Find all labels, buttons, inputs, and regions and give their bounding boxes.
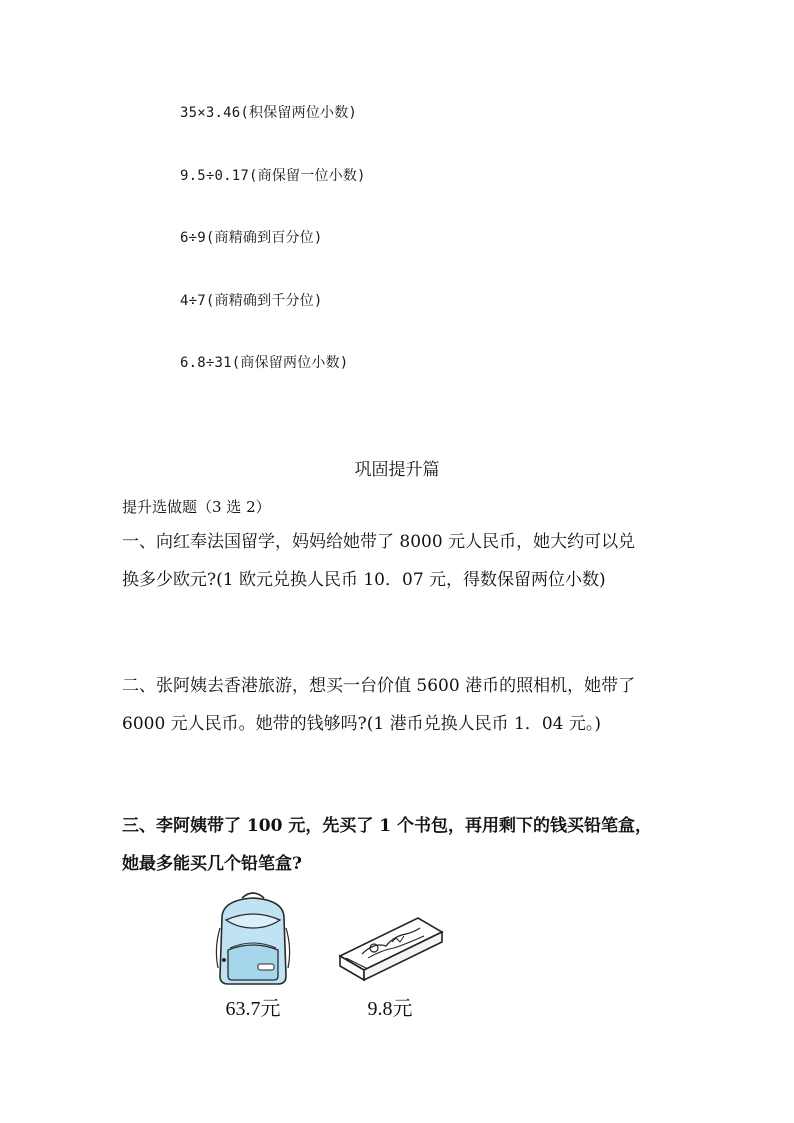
problem-1 xyxy=(122,523,682,599)
calc-line-4: 4÷7(商精确到千分位) xyxy=(180,293,323,309)
calc-line-2: 9.5÷0.17(商保留一位小数) xyxy=(180,168,366,184)
pencil-box-icon xyxy=(334,912,446,984)
pencil-box-image xyxy=(334,912,446,984)
problem-3-line-1: 三、李阿姨带了 100 元，先买了 1 个书包，再用剩下的钱买铅笔盒， xyxy=(122,816,652,836)
problem-2 xyxy=(122,667,682,743)
section-title: 巩固提升篇 xyxy=(354,460,440,480)
problem-2-line-1: 二、张阿姨去香港旅游，想买一台价值 5600 港币的照相机，她带了 xyxy=(122,676,636,696)
backpack-price: 63.7元 xyxy=(225,998,281,1020)
backpack-image xyxy=(208,888,298,988)
problem-1-line-1: 一、向红奉法国留学，妈妈给她带了 8000 元人民币，她大约可以兑 xyxy=(122,532,636,552)
calc-line-3: 6÷9(商精确到百分位) xyxy=(180,230,323,246)
problem-1-line-2: 换多少欧元?(1 欧元兑换人民币 10．07 元，得数保留两位小数) xyxy=(122,570,606,590)
calc-line-5: 6.8÷31(商保留两位小数) xyxy=(180,355,349,371)
calc-line-1: 35×3.46(积保留两位小数) xyxy=(180,105,358,121)
problem-3-line-2: 她最多能买几个铅笔盒? xyxy=(122,854,302,874)
problem-3 xyxy=(122,807,682,883)
pencil-box-price: 9.8元 xyxy=(367,998,413,1020)
backpack-icon xyxy=(208,888,298,988)
problem-2-line-2: 6000 元人民币。她带的钱够吗?(1 港币兑换人民币 1．04 元。) xyxy=(122,714,602,734)
sub-title: 提升选做题（3 选 2） xyxy=(122,498,271,516)
